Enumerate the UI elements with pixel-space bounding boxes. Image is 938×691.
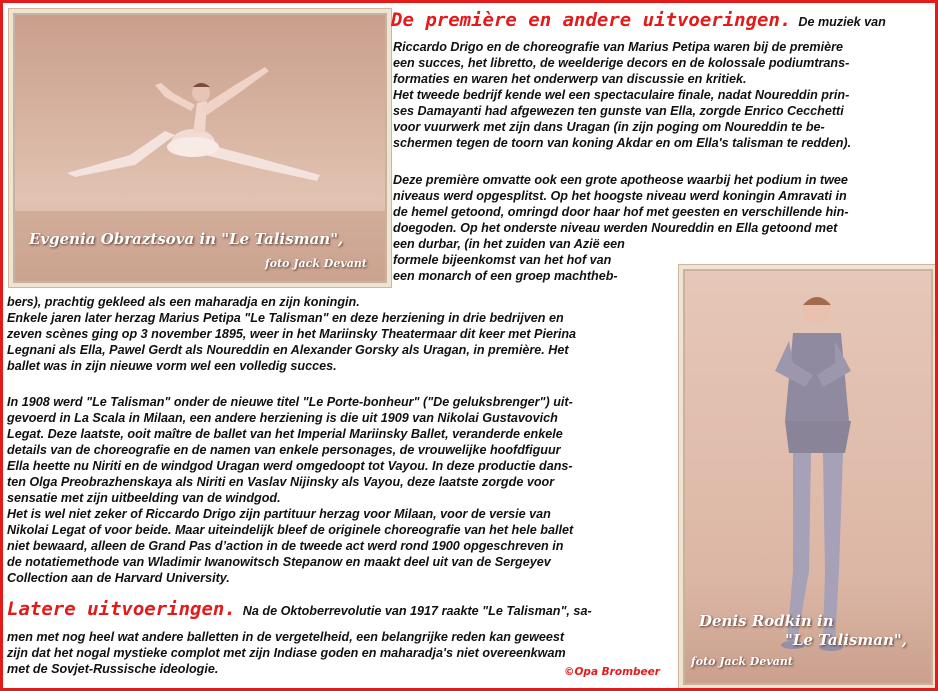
body-line: Het is wel niet zeker of Riccardo Drigo zijn partituur herzag voor Milaan, voor de versie van bbox=[7, 507, 551, 521]
body-line: Enkele jaren later herzag Marius Petipa "Le Talisman" en deze herziening in drie bedrijven en bbox=[7, 311, 564, 325]
body-line: de hemel getoond, omringd door haar hof met geesten en verschillende hin- bbox=[393, 205, 849, 219]
body-line: Legat. Deze laatste, ooit maître de ballet van het Imperial Mariinsky Ballet, veranderde enkele bbox=[7, 427, 563, 441]
body-line: een monarch of een groep machtheb- bbox=[393, 269, 618, 283]
body-line: niet bewaard, alleen de Grand Pas d’action in de tweede act werd rond 1900 opgeschreven in bbox=[7, 539, 564, 553]
photo-male-dancer bbox=[683, 269, 933, 685]
body-line: formaties en waren het onderwerp van discussie en kritiek. bbox=[393, 72, 747, 86]
section1-heading: De première en andere uitvoeringen. bbox=[391, 9, 792, 31]
body-line: men met nog heel wat andere balletten in de vergetelheid, een belangrijke reden kan geweest bbox=[7, 630, 565, 644]
body-line: formele bijeenkomst van het hof van bbox=[393, 253, 612, 267]
photo1-credit: foto Jack Devant bbox=[265, 257, 367, 270]
body-line: Na de Oktoberrevolutie van 1917 raakte "Le Talisman", sa- bbox=[242, 604, 592, 618]
body-line: een durbar, (in het zuiden van Azië een bbox=[393, 237, 625, 251]
body-line: de notatiemethode van Wladimir Iwanowitsch Stepanow en maakt deel uit van de Sergeyev bbox=[7, 555, 551, 569]
body-line: Collection aan de Harvard University. bbox=[7, 571, 230, 585]
photo2-caption-line2: "Le Talisman", bbox=[785, 631, 907, 649]
body-line: schermen tegen de toorn van koning Akdar en om Ella's talisman te redden). bbox=[393, 136, 852, 150]
section2-heading-line bbox=[7, 598, 592, 620]
signature: ©Opa Brombeer bbox=[564, 666, 660, 678]
body-line: niveaus werd opgesplitst. Op het hoogste niveau werd koningin Amravati in bbox=[393, 189, 847, 203]
photo2-caption-line1: Denis Rodkin in bbox=[699, 612, 834, 630]
body-line: met de Sovjet-Russische ideologie. bbox=[7, 662, 219, 676]
body-line: Riccardo Drigo en de choreografie van Marius Petipa waren bij de première bbox=[393, 40, 844, 54]
body-line: zijn dat het nogal mystieke complot met zijn Indiase goden en maharadja's niet overeenkwam bbox=[7, 646, 566, 660]
body-line: ten Olga Preobrazhenskaya als Niriti en Vaslav Nijinsky als Vayou, deze laatste zorgde voor bbox=[7, 475, 555, 489]
section2-heading: Latere uitvoeringen. bbox=[7, 598, 236, 620]
body-line: De muziek van bbox=[798, 15, 886, 29]
body-line: doegoden. Op het onderste niveau werden Noureddin en Ella getoond met bbox=[393, 221, 838, 235]
photo-ballerina bbox=[13, 13, 387, 283]
body-line: details van de choreografie en de namen van enkele personages, de vrouwelijke hoofdfiguur bbox=[7, 443, 561, 457]
body-line: voor vuurwerk met zijn dans Uragan (in zijn poging om Noureddin te be- bbox=[393, 120, 825, 134]
body-line: ses Damayanti had afgewezen ten gunste van Ella, zorgde Enrico Cecchetti bbox=[393, 104, 844, 118]
body-line: sensatie met zijn uitbeelding van de windgod. bbox=[7, 491, 281, 505]
body-line: Ella heette nu Niriti en de windgod Uragan werd omgedoopt tot Vayou. In deze productie dans- bbox=[7, 459, 573, 473]
photo2-credit: foto Jack Devant bbox=[691, 655, 793, 668]
body-line: ballet was in zijn nieuwe vorm wel een volledig succes. bbox=[7, 359, 337, 373]
body-line: zeven scènes ging op 3 november 1895, weer in het Mariinsky Theatermaar dit keer met Pierina bbox=[7, 327, 577, 341]
body-line: Het tweede bedrijf kende wel een spectaculaire finale, nadat Noureddin prin- bbox=[393, 88, 850, 102]
body-line: In 1908 werd "Le Talisman" onder de nieuwe titel "Le Porte-bonheur" ("De geluksbrenger") uit- bbox=[7, 395, 573, 409]
body-line: bers), prachtig gekleed als een maharadja en zijn koningin. bbox=[7, 295, 360, 309]
body-line: Deze première omvatte ook een grote apotheose waarbij het podium in twee bbox=[393, 173, 848, 187]
photo1-caption: Evgenia Obraztsova in "Le Talisman", bbox=[29, 230, 344, 248]
section1-heading-line bbox=[391, 9, 886, 31]
body-line: Nikolai Legat of voor beide. Maar uiteindelijk bleef de originele choreografie van het hele ballet bbox=[7, 523, 574, 537]
body-line: een succes, het libretto, de weelderige decors en de kolossale podiumtrans- bbox=[393, 56, 850, 70]
body-line: Legnani als Ella, Pawel Gerdt als Noureddin en Alexander Gorsky als Uragan, in première. Het bbox=[7, 343, 569, 357]
body-line: gevoerd in La Scala in Milaan, een andere herziening is die uit 1909 van Nikolai Gustavovich bbox=[7, 411, 558, 425]
